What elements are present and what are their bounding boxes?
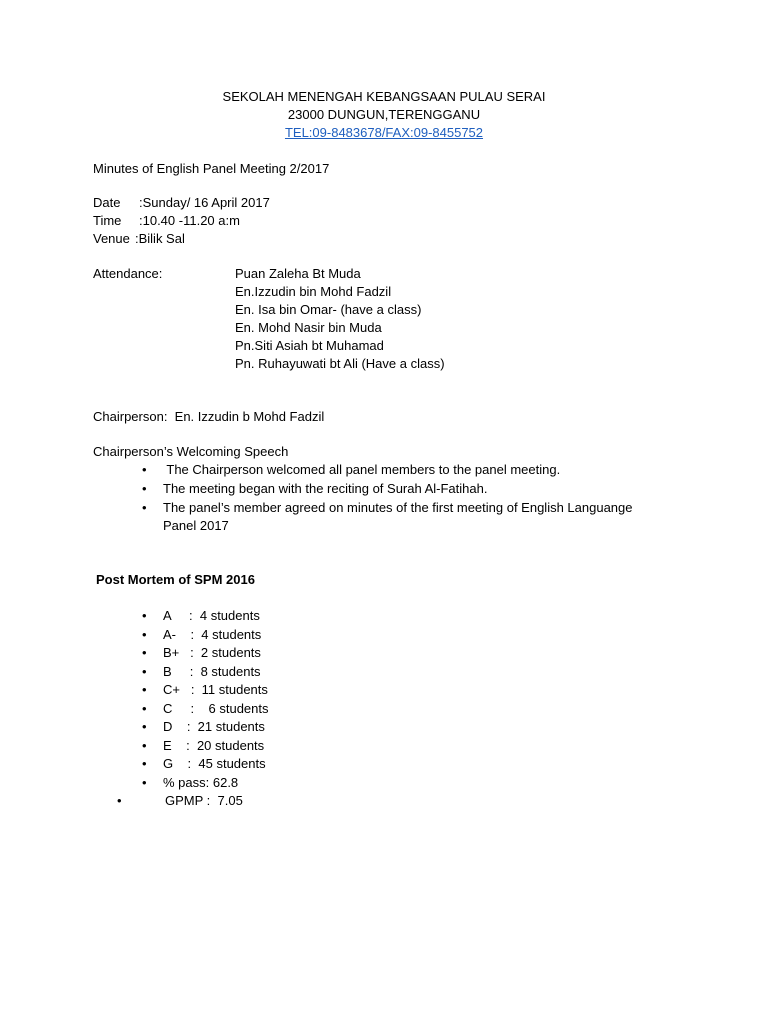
venue-label: Venue <box>93 231 130 246</box>
attendee-name: En.Izzudin bin Mohd Fadzil <box>235 284 392 299</box>
bullet-icon: • <box>117 793 122 808</box>
gpmp-item: GPMP : 7.05 <box>165 793 243 808</box>
grade-item: D : 21 students <box>163 719 265 734</box>
bullet-icon: • <box>142 462 147 477</box>
speech-item-continuation: Panel 2017 <box>163 518 229 533</box>
speech-heading: Chairperson’s Welcoming Speech <box>93 444 289 459</box>
grade-item: C : 6 students <box>163 701 269 716</box>
venue-value: :Bilik Sal <box>135 231 185 246</box>
school-name: SEKOLAH MENENGAH KEBANGSAAN PULAU SERAI <box>222 89 546 104</box>
grade-item: E : 20 students <box>163 738 265 753</box>
chairperson-line: Chairperson: En. Izzudin b Mohd Fadzil <box>93 409 325 424</box>
grade-item: A- : 4 students <box>163 627 262 642</box>
document-title: Minutes of English Panel Meeting 2/2017 <box>93 161 330 176</box>
date-label: Date <box>93 195 121 210</box>
bullet-icon: • <box>142 738 147 753</box>
time-label: Time <box>93 213 122 228</box>
speech-item: The meeting began with the reciting of Surah Al-Fatihah. <box>163 481 488 496</box>
attendee-name: En. Isa bin Omar- (have a class) <box>235 302 422 317</box>
bullet-icon: • <box>142 756 147 771</box>
speech-item: The panel’s member agreed on minutes of the first meeting of English Languange <box>163 500 633 515</box>
attendee-name: Pn. Ruhayuwati bt Ali (Have a class) <box>235 356 445 371</box>
school-address: 23000 DUNGUN,TERENGGANU <box>287 107 481 122</box>
bullet-icon: • <box>142 500 147 515</box>
grade-item: A : 4 students <box>163 608 260 623</box>
postmortem-heading: Post Mortem of SPM 2016 <box>96 572 255 587</box>
pass-rate-item: % pass: 62.8 <box>163 775 239 790</box>
attendance-label: Attendance: <box>93 266 163 281</box>
grade-item: B : 8 students <box>163 664 261 679</box>
time-value: :10.40 -11.20 a:m <box>139 213 240 228</box>
bullet-icon: • <box>142 645 147 660</box>
attendee-name: Puan Zaleha Bt Muda <box>235 266 361 281</box>
bullet-icon: • <box>142 719 147 734</box>
attendee-name: Pn.Siti Asiah bt Muhamad <box>235 338 384 353</box>
grade-item: B+ : 2 students <box>163 645 261 660</box>
bullet-icon: • <box>142 627 147 642</box>
contact-link[interactable]: TEL:09-8483678/FAX:09-8455752 <box>284 125 484 140</box>
grade-item: C+ : 11 students <box>163 682 268 697</box>
grade-item: G : 45 students <box>163 756 266 771</box>
bullet-icon: • <box>142 481 147 496</box>
bullet-icon: • <box>142 608 147 623</box>
speech-item: The Chairperson welcomed all panel members to the panel meeting. <box>163 462 561 477</box>
bullet-icon: • <box>142 664 147 679</box>
date-value: :Sunday/ 16 April 2017 <box>139 195 270 210</box>
bullet-icon: • <box>142 701 147 716</box>
attendee-name: En. Mohd Nasir bin Muda <box>235 320 382 335</box>
bullet-icon: • <box>142 682 147 697</box>
bullet-icon: • <box>142 775 147 790</box>
